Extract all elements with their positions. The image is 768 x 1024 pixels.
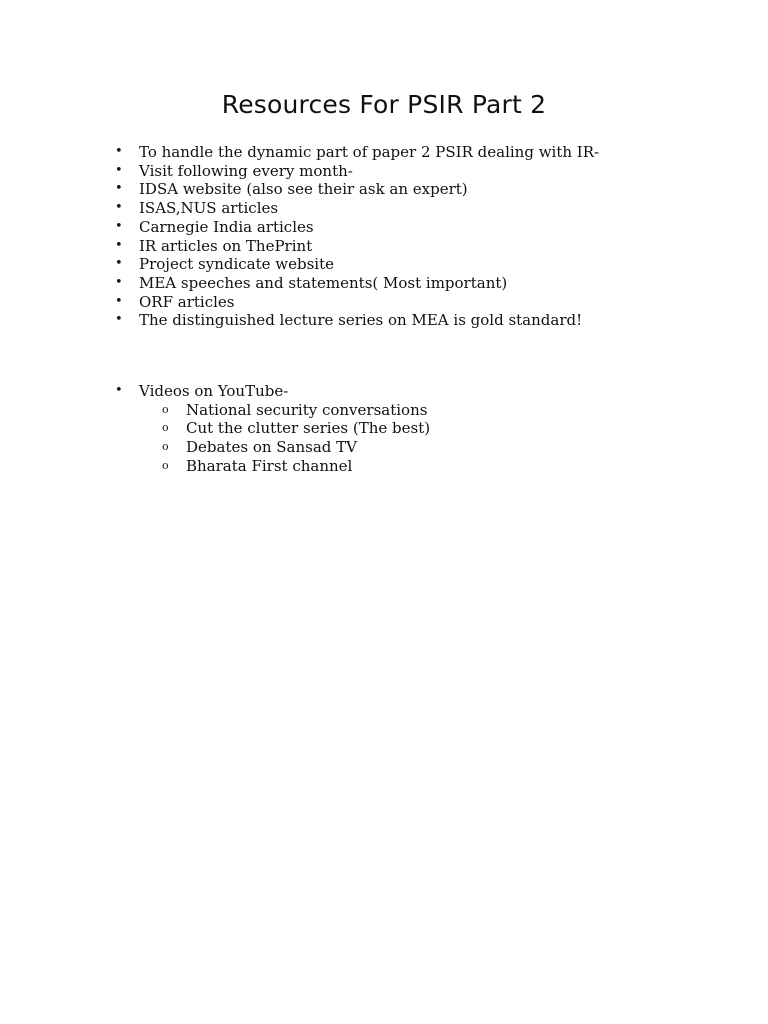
bullet-icon: •: [115, 144, 123, 159]
page-title: Resources For PSIR Part 2: [221, 90, 547, 119]
videos-label: Videos on YouTube-: [139, 382, 289, 400]
bullet-icon: •: [115, 256, 123, 272]
list-item-text: ORF articles: [139, 292, 235, 311]
list-item-text: IR articles on ThePrint: [139, 236, 313, 255]
list-item-text: ISAS,NUS articles: [139, 199, 279, 218]
list-item-text: To handle the dynamic part of paper 2 PSIR dealing with IR-: [139, 143, 600, 161]
bullet-icon: •: [115, 274, 123, 290]
circle-bullet-icon: o: [162, 421, 169, 435]
sub-list-item: [139, 457, 768, 476]
list-item-text: Carnegie India articles: [139, 217, 314, 236]
bullet-icon: •: [115, 200, 123, 216]
sub-list-item: [139, 438, 768, 457]
bullet-icon: •: [115, 293, 123, 309]
bullet-icon: •: [115, 162, 123, 178]
list-item: [0, 293, 768, 312]
list-item: [0, 255, 768, 274]
list-item-text: Visit following every month-: [139, 161, 353, 180]
bullet-icon: •: [115, 312, 123, 328]
sub-list-item: [139, 419, 768, 438]
sub-list-item-text: Bharata First channel: [186, 456, 353, 475]
list-item: [0, 311, 768, 330]
resource-list: [0, 143, 768, 330]
video-resource-list: [0, 382, 768, 476]
list-item-text: MEA speeches and statements( Most important): [139, 273, 508, 292]
list-item: [0, 218, 768, 237]
sub-list-item-text: National security conversations: [186, 400, 428, 419]
video-sublist: [139, 401, 768, 476]
bullet-icon: •: [115, 218, 123, 234]
bullet-icon: •: [115, 237, 123, 253]
circle-bullet-icon: o: [162, 402, 169, 416]
list-item-text: Project syndicate website: [139, 255, 334, 274]
circle-bullet-icon: o: [162, 440, 169, 454]
list-item-text: The distinguished lecture series on MEA is gold standard!: [139, 311, 583, 330]
bullet-icon: •: [115, 181, 123, 197]
sub-list-item-text: Debates on Sansad TV: [186, 438, 358, 457]
list-item: [0, 199, 768, 218]
list-item-videos: [0, 382, 768, 476]
list-item: [0, 237, 768, 256]
bullet-icon: •: [115, 383, 123, 398]
list-item: [0, 180, 768, 199]
list-item-text: IDSA website (also see their ask an expert): [139, 180, 468, 199]
list-item: [0, 143, 768, 162]
sub-list-item-text: Cut the clutter series (The best): [186, 419, 431, 438]
sub-list-item: [139, 401, 768, 420]
list-item: [0, 274, 768, 293]
circle-bullet-icon: o: [162, 458, 169, 472]
list-item: [0, 162, 768, 181]
